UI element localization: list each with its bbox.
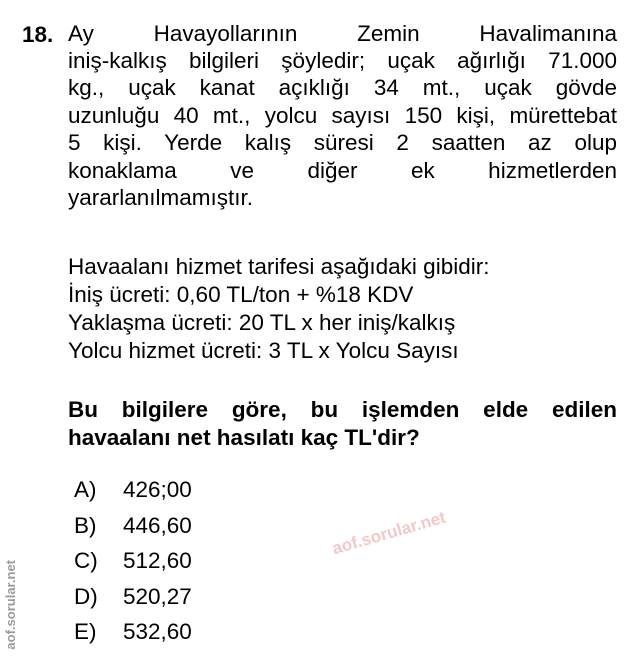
option-letter: E): [74, 619, 97, 644]
paragraph-line: konaklama ve diğer ek hizmetlerden: [68, 158, 617, 183]
option-value: 512,60: [123, 548, 192, 573]
paragraph-line: yararlanılmamıştır.: [68, 185, 254, 210]
tariff-line: Yaklaşma ücreti: 20 TL x her iniş/kalkış: [68, 310, 456, 335]
tariff-line: Havaalanı hizmet tarifesi aşağıdaki gibidir:: [68, 254, 490, 279]
option-letter: A): [74, 477, 97, 502]
option-e[interactable]: [74, 617, 192, 647]
question-prompt-line: havaalanı net hasılatı kaç TL'dir?: [68, 425, 420, 450]
paragraph-line: iniş-kalkış bilgileri şöyledir; uçak ağırlığı 71.000: [68, 48, 617, 73]
option-c[interactable]: [74, 546, 192, 576]
option-b[interactable]: [74, 511, 192, 541]
question-prompt-line: Bu bilgilere göre, bu işlemden elde edilen: [68, 397, 617, 422]
option-letter: C): [74, 548, 98, 573]
paragraph-line: 5 kişi. Yerde kalış süresi 2 saatten az olup: [68, 130, 617, 155]
paragraph-line: uzunluğu 40 mt., yolcu sayısı 150 kişi, mürettebat: [68, 103, 617, 128]
option-value: 446,60: [123, 513, 192, 538]
tariff-line: İniş ücreti: 0,60 TL/ton + %18 KDV: [68, 282, 414, 307]
watermark-diagonal: aof.sorular.net: [330, 507, 448, 559]
option-letter: B): [74, 513, 97, 538]
option-a[interactable]: [74, 475, 192, 505]
option-value: 532,60: [123, 619, 192, 644]
watermark-side: aof.sorular.net: [3, 560, 18, 650]
option-letter: D): [74, 584, 98, 609]
tariff-line: Yolcu hizmet ücreti: 3 TL x Yolcu Sayısı: [68, 338, 459, 363]
paragraph-line: kg., uçak kanat açıklığı 34 mt., uçak gövde: [68, 75, 617, 100]
question-number: 18.: [22, 22, 54, 47]
paragraph-line: Ay Havayollarının Zemin Havalimanına: [68, 21, 617, 46]
option-d[interactable]: [74, 582, 192, 612]
option-value: 520,27: [123, 584, 192, 609]
option-value: 426;00: [123, 477, 192, 502]
